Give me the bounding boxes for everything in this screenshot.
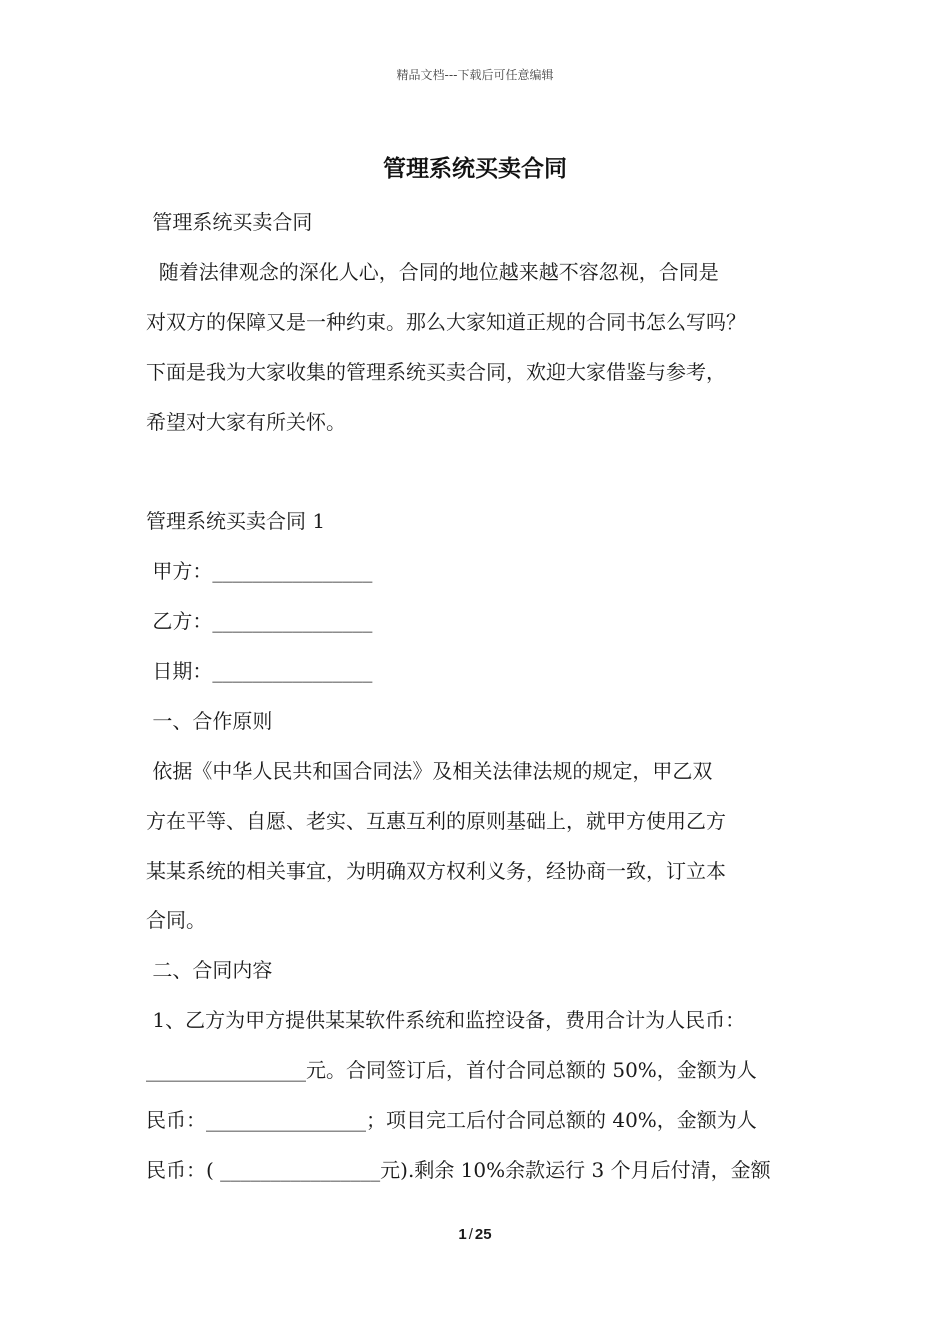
clause-heading: 二、合同内容	[146, 958, 273, 982]
text-line: 希望对大家有所关怀。	[146, 410, 346, 434]
page-number	[0, 1226, 950, 1243]
party-b-line: 乙方：________________	[146, 609, 373, 633]
total-pages: 25	[474, 1226, 492, 1243]
text-line: 方在平等、自愿、老实、互惠互利的原则基础上，就甲方使用乙方	[146, 809, 726, 833]
clause-heading: 一、合作原则	[146, 709, 273, 733]
text-line: 合同。	[146, 908, 206, 932]
text-line: 民币：________________；项目完工后付合同总额的 40%，金额为人	[146, 1108, 757, 1132]
subtitle-line: 管理系统买卖合同	[146, 210, 313, 234]
section-heading: 管理系统买卖合同 1	[146, 509, 326, 533]
text-line: 对双方的保障又是一种约束。那么大家知道正规的合同书怎么写吗？	[146, 310, 746, 334]
text-line: 下面是我为大家收集的管理系统买卖合同，欢迎大家借鉴与参考，	[146, 360, 726, 384]
current-page: 1	[458, 1226, 467, 1243]
text-line: 随着法律观念的深化人心，合同的地位越来越不容忽视，合同是	[146, 260, 719, 284]
document-title: 管理系统买卖合同	[383, 155, 567, 182]
date-line: 日期：________________	[146, 659, 373, 683]
party-a-line: 甲方：________________	[146, 559, 373, 583]
text-line: 某某系统的相关事宜，为明确双方权利义务，经协商一致，订立本	[146, 859, 726, 883]
text-line: 依据《中华人民共和国合同法》及相关法律法规的规定，甲乙双	[146, 759, 713, 783]
page-separator: /	[468, 1226, 473, 1243]
text-line: 民币：( ________________元).剩余 10%余款运行 3 个月后付清，金额	[146, 1158, 771, 1182]
page-header: 精品文档---下载后可任意编辑	[396, 68, 554, 82]
text-line: 1、乙方为甲方提供某某软件系统和监控设备，费用合计为人民币：	[146, 1008, 746, 1032]
text-line: ________________元。合同签订后，首付合同总额的 50%，金额为人	[146, 1058, 757, 1082]
